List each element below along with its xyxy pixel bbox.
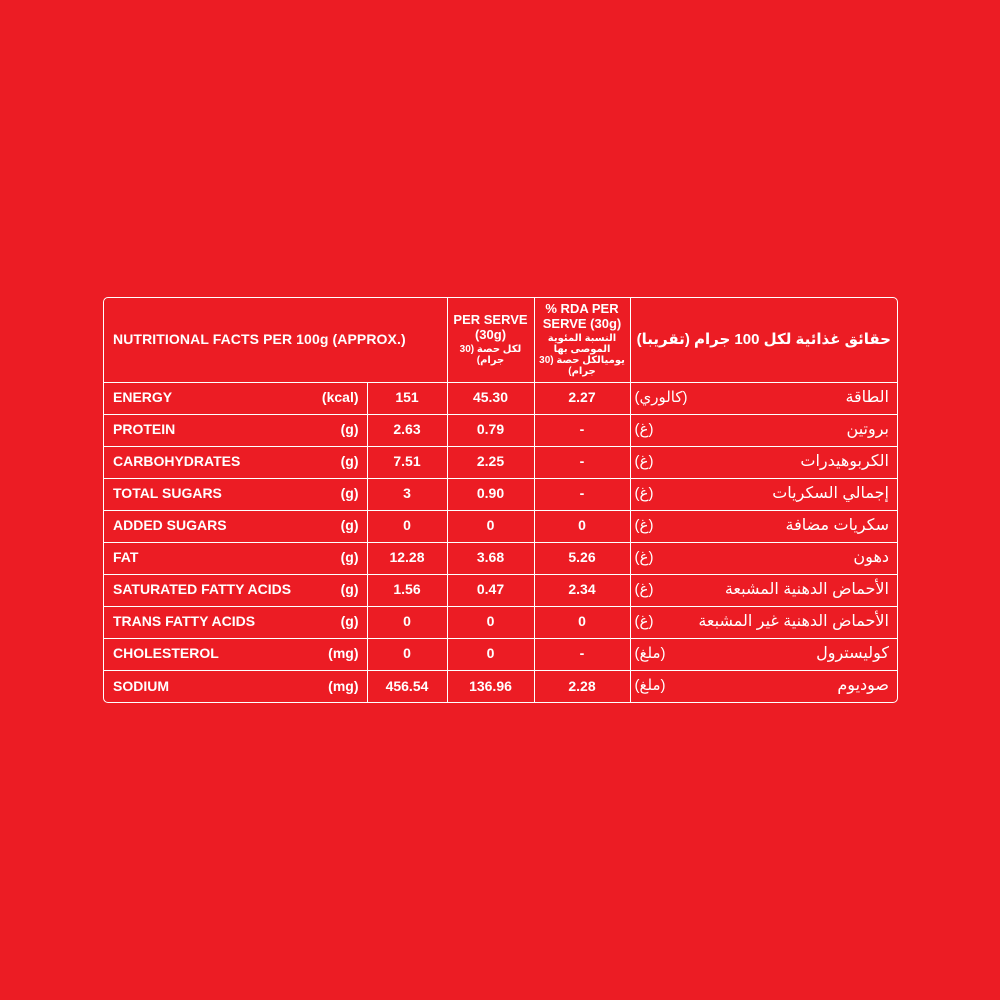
nutrient-unit: (g)	[340, 485, 359, 502]
per-100g-value: 0	[367, 638, 447, 670]
table-row	[104, 478, 897, 510]
nutrient-arabic-cell	[630, 638, 897, 670]
nutrient-name: ADDED SUGARS	[113, 517, 227, 534]
per-serve-header-en: PER SERVE (30g)	[453, 312, 528, 342]
per-100g-value: 2.63	[367, 414, 447, 446]
nutrient-unit: (g)	[340, 613, 359, 630]
nutrient-unit-arabic: (غ)	[634, 516, 654, 534]
nutrient-name: ENERGY	[113, 389, 173, 406]
nutrient-unit-arabic: (ملغ)	[634, 644, 666, 662]
per-100g-value: 3	[367, 478, 447, 510]
nutrient-arabic-cell	[630, 446, 897, 478]
nutrient-unit: (g)	[340, 581, 359, 598]
per-100g-value: 151	[367, 382, 447, 414]
nutrient-arabic-cell	[630, 414, 897, 446]
nutrient-name-arabic: كوليسترول	[816, 645, 889, 663]
nutrient-unit: (mg)	[328, 677, 359, 694]
per-100g-value: 12.28	[367, 542, 447, 574]
nutrient-name-cell	[104, 382, 367, 414]
per-serve-value: 0.90	[447, 478, 534, 510]
table-row	[104, 510, 897, 542]
nutrient-name: TRANS FATTY ACIDS	[113, 613, 256, 630]
nutrient-name: CARBOHYDRATES	[113, 453, 241, 470]
nutrient-name: PROTEIN	[113, 421, 176, 438]
per-serve-value: 0	[447, 606, 534, 638]
nutrient-arabic-cell	[630, 670, 897, 702]
table-row	[104, 382, 897, 414]
per-serve-value: 0	[447, 638, 534, 670]
per-serve-value: 2.25	[447, 446, 534, 478]
nutrient-unit: (g)	[340, 549, 359, 566]
per-100g-value: 0	[367, 606, 447, 638]
nutrient-unit: (g)	[340, 421, 359, 438]
nutrient-arabic-cell	[630, 606, 897, 638]
per-serve-value: 136.96	[447, 670, 534, 702]
table-row	[104, 638, 897, 670]
nutrient-unit-arabic: (غ)	[634, 548, 654, 566]
nutrient-arabic-cell	[630, 574, 897, 606]
nutrient-name-cell	[104, 510, 367, 542]
nutrient-name-arabic: الطاقة	[845, 389, 889, 407]
per-serve-value: 0.47	[447, 574, 534, 606]
rda-value: 2.27	[534, 382, 630, 414]
nutrient-name-cell	[104, 542, 367, 574]
rda-header-en: % RDA PER SERVE (30g)	[542, 301, 622, 331]
rda-header-ar: النسبة المئوية الموصى بها يوميالكل حصة (30 جرام)	[539, 333, 625, 378]
nutrient-unit-arabic: (غ)	[634, 420, 654, 438]
nutrient-unit: (g)	[340, 453, 359, 470]
nutrient-arabic-cell	[630, 510, 897, 542]
nutrient-arabic-cell	[630, 382, 897, 414]
nutrition-table	[104, 298, 897, 702]
rda-value: 5.26	[534, 542, 630, 574]
nutrient-arabic-cell	[630, 542, 897, 574]
nutrient-name: SATURATED FATTY ACIDS	[113, 581, 292, 598]
per-serve-value: 3.68	[447, 542, 534, 574]
nutrient-unit-arabic: (غ)	[634, 612, 654, 630]
nutrient-name-arabic: سكريات مضافة	[785, 517, 889, 535]
per-serve-value: 0	[447, 510, 534, 542]
table-title-arabic: حقائق غذائية لكل 100 جرام (تقريبا)	[630, 298, 897, 382]
nutrient-name-arabic: الأحماض الدهنية غير المشبعة	[698, 613, 889, 631]
rda-value: -	[534, 446, 630, 478]
nutrient-name-arabic: بروتين	[846, 421, 889, 439]
table-row	[104, 446, 897, 478]
nutrient-unit-arabic: (كالوري)	[634, 388, 688, 406]
nutrient-arabic-cell	[630, 478, 897, 510]
table-row	[104, 670, 897, 702]
rda-value: 0	[534, 510, 630, 542]
per-100g-value: 1.56	[367, 574, 447, 606]
per-100g-value: 7.51	[367, 446, 447, 478]
nutrient-unit: (g)	[340, 517, 359, 534]
nutrient-name-cell	[104, 446, 367, 478]
nutrient-unit-arabic: (غ)	[634, 484, 654, 502]
per-100g-value: 456.54	[367, 670, 447, 702]
nutrient-name-cell	[104, 478, 367, 510]
nutrient-name: SODIUM	[113, 677, 169, 694]
nutrient-name-cell	[104, 638, 367, 670]
nutrient-name-arabic: الأحماض الدهنية المشبعة	[724, 581, 889, 599]
nutrient-unit: (kcal)	[321, 389, 359, 406]
nutrient-name-arabic: صوديوم	[837, 677, 889, 695]
nutrient-name: FAT	[113, 549, 139, 566]
nutrient-unit-arabic: (غ)	[634, 452, 654, 470]
per-serve-value: 0.79	[447, 414, 534, 446]
rda-header	[534, 298, 630, 382]
per-100g-value: 0	[367, 510, 447, 542]
rda-value: 2.28	[534, 670, 630, 702]
rda-value: 2.34	[534, 574, 630, 606]
rda-value: 0	[534, 606, 630, 638]
per-serve-value: 45.30	[447, 382, 534, 414]
nutrient-unit-arabic: (ملغ)	[634, 677, 666, 694]
table-row	[104, 414, 897, 446]
nutrient-name-arabic: الكربوهيدرات	[800, 453, 889, 471]
per-serve-header	[447, 298, 534, 382]
nutrient-name-cell	[104, 670, 367, 702]
nutrient-name: CHOLESTEROL	[113, 645, 219, 662]
nutrient-name-cell	[104, 414, 367, 446]
nutrient-unit-arabic: (غ)	[634, 580, 654, 598]
nutrient-name-cell	[104, 574, 367, 606]
rda-value: -	[534, 478, 630, 510]
nutrient-name: TOTAL SUGARS	[113, 485, 222, 502]
nutrient-name-cell	[104, 606, 367, 638]
rda-value: -	[534, 414, 630, 446]
per-serve-header-ar: لكل حصة (30 جرام)	[459, 344, 522, 367]
table-title: NUTRITIONAL FACTS PER 100g (APPROX.)	[104, 298, 447, 382]
table-row	[104, 542, 897, 574]
nutrient-unit: (mg)	[328, 645, 359, 662]
rda-value: -	[534, 638, 630, 670]
table-row	[104, 574, 897, 606]
table-row	[104, 606, 897, 638]
nutrient-name-arabic: دهون	[853, 549, 889, 567]
table-header-row	[104, 298, 897, 382]
nutrient-name-arabic: إجمالي السكريات	[772, 485, 889, 503]
nutrition-facts-panel	[103, 297, 898, 703]
